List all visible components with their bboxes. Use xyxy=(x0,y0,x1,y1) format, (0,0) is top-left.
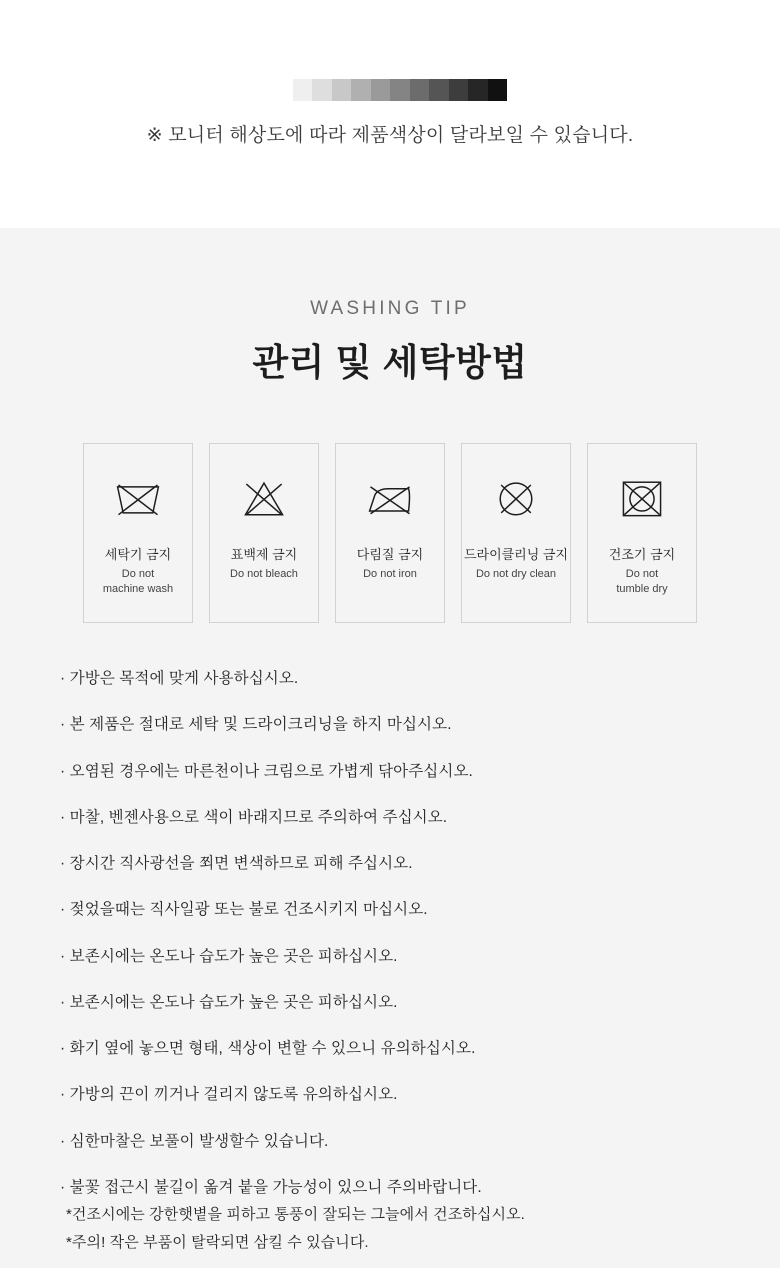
care-instruction-main: · 불꽃 접근시 불길이 옮겨 붙을 가능성이 있으니 주의바랍니다. xyxy=(60,1178,482,1196)
care-instruction-sub-2: *주의! 작은 부품이 탈락되면 삼킬 수 있습니다. xyxy=(66,1233,369,1251)
care-instruction-item-last xyxy=(60,1176,720,1254)
no-iron-icon xyxy=(362,472,418,524)
color-swatch-1 xyxy=(293,79,313,101)
color-swatch-2 xyxy=(312,79,332,101)
color-swatch-7 xyxy=(410,79,430,101)
care-symbol-label-ko: 건조기 금지 xyxy=(608,547,676,562)
care-instruction-item: · 오염된 경우에는 마른천이나 크림으로 가볍게 닦아주십시오. xyxy=(60,762,473,780)
care-symbol-label-ko: 다림질 금지 xyxy=(356,547,424,562)
care-symbol-label-en: Do not bleach xyxy=(230,567,298,580)
color-swatch-6 xyxy=(390,79,410,101)
care-symbol-label-en: Do not tumble dry xyxy=(616,567,668,596)
care-instruction-item: · 장시간 직사광선을 쬐면 변색하므로 피해 주십시오. xyxy=(60,855,413,872)
care-symbol-row xyxy=(0,443,780,623)
care-instruction-sub-1: *건조시에는 강한햇볕을 피하고 통풍이 잘되는 그늘에서 건조하십시오. xyxy=(66,1206,525,1223)
monitor-color-notice-section xyxy=(0,0,780,228)
color-swatch-4 xyxy=(351,79,371,101)
care-instruction-item: · 마찰, 벤젠사용으로 색이 바래지므로 주의하여 주십시오. xyxy=(60,808,448,826)
care-symbol-card xyxy=(209,443,319,623)
care-instruction-item: · 젖었을때는 직사일광 또는 불로 건조시키지 마십시오. xyxy=(60,901,428,919)
no-bleach-icon xyxy=(236,472,292,524)
care-symbol-card xyxy=(335,443,445,623)
color-swatch-9 xyxy=(449,79,469,101)
color-swatch-3 xyxy=(332,79,352,101)
color-swatch-10 xyxy=(468,79,488,101)
color-gradient-bar xyxy=(273,79,507,101)
care-symbol-label-ko: 세탁기 금지 xyxy=(104,547,172,562)
no-tumble-dry-icon xyxy=(614,472,670,524)
color-swatch-5 xyxy=(371,79,391,101)
care-instruction-item: · 보존시에는 온도나 습도가 높은 곳은 피하십시오. xyxy=(60,993,398,1011)
care-symbol-card xyxy=(587,443,697,623)
color-swatch-11 xyxy=(488,79,508,101)
care-symbol-label-en: Do not machine wash xyxy=(102,567,174,596)
no-machine-wash-icon xyxy=(110,472,166,524)
washing-tip-title: 관리 및 세탁방법 xyxy=(252,342,528,383)
care-symbol-label-en: Do not dry clean xyxy=(475,567,557,580)
no-dry-clean-icon xyxy=(488,472,544,524)
care-symbol-label-ko: 드라이클리닝 금지 xyxy=(463,547,569,562)
care-instruction-item: · 심한마찰은 보풀이 발생할수 있습니다. xyxy=(60,1132,329,1150)
care-instruction-item: · 가방의 끈이 끼거나 걸리지 않도록 유의하십시오. xyxy=(60,1086,398,1104)
care-instruction-item: · 보존시에는 온도나 습도가 높은 곳은 피하십시오. xyxy=(60,947,398,965)
color-swatch-0 xyxy=(273,79,293,101)
care-symbol-card xyxy=(461,443,571,623)
care-instruction-item: · 화기 옆에 놓으면 형태, 색상이 변할 수 있으니 유의하십시오. xyxy=(60,1040,476,1057)
care-instruction-list xyxy=(60,667,720,1254)
monitor-color-note: ※ 모니터 해상도에 따라 제품색상이 달라보일 수 있습니다. xyxy=(146,125,634,146)
care-instruction-item: · 가방은 목적에 맞게 사용하십시오. xyxy=(60,670,299,687)
care-instruction-item: · 본 제품은 절대로 세탁 및 드라이크리닝을 하지 마십시오. xyxy=(60,716,452,734)
care-symbol-label-en: Do not iron xyxy=(363,567,417,580)
color-swatch-8 xyxy=(429,79,449,101)
care-symbol-label-ko: 표백제 금지 xyxy=(230,547,298,562)
washing-tip-eyebrow: WASHING TIP xyxy=(310,298,470,319)
care-symbol-card xyxy=(83,443,193,623)
washing-tip-section xyxy=(0,228,780,1268)
